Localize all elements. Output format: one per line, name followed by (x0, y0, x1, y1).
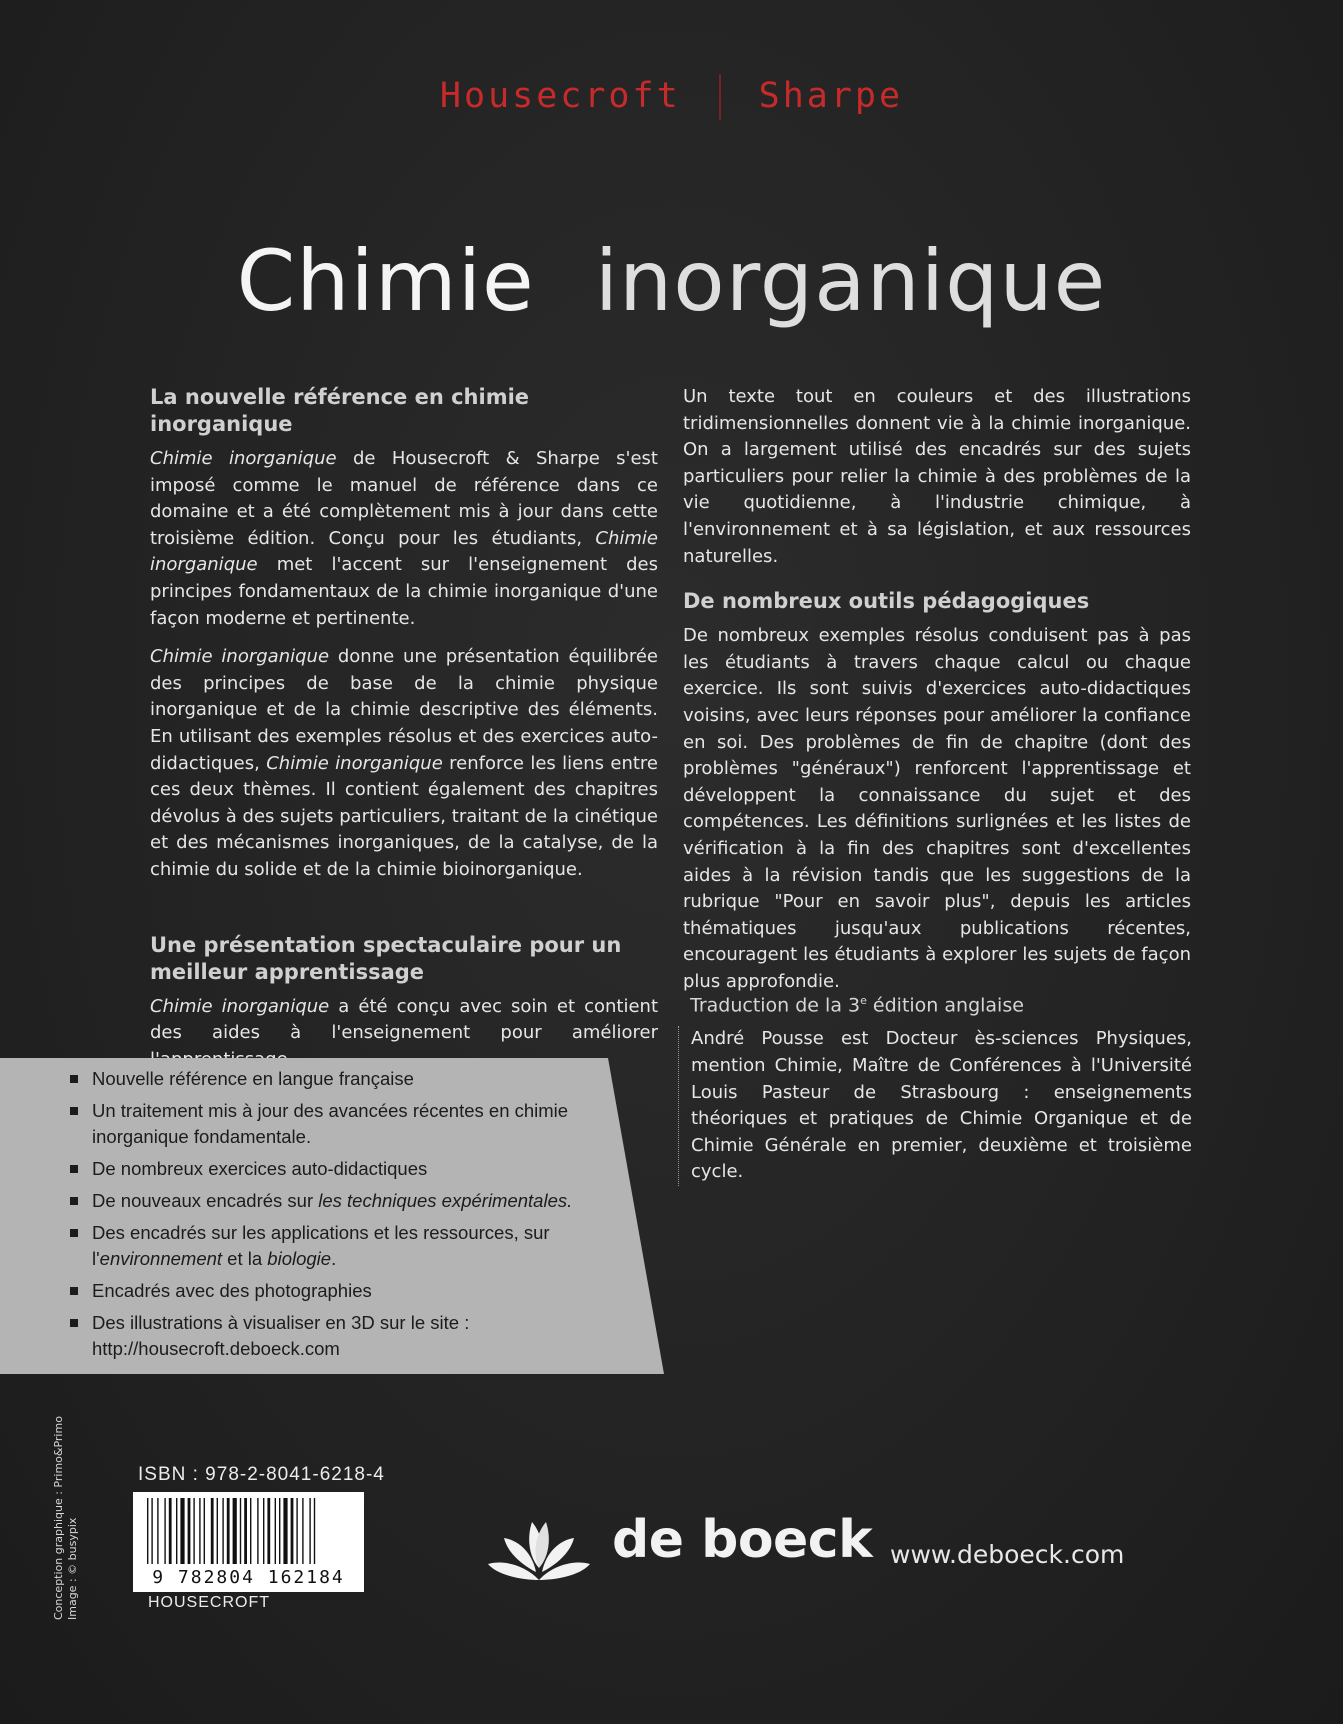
paragraph-text: renforce les liens entre ces deux thèmes. Il contient également des chapitres dévolus à des sujets particuliers, traitant de la cinétique et des mécanismes inorganiques, de la catalyse, de la chimie du solide et de la chimie bioinorganique. (150, 752, 658, 880)
title-word-chimie: Chimie (236, 232, 535, 330)
isbn-text: ISBN : 978-2-8041-6218-4 (138, 1464, 385, 1485)
barcode-bars (145, 1498, 352, 1564)
bullet-icon (70, 1229, 78, 1237)
translator-bio: André Pousse est Docteur ès-sciences Physiques, mention Chimie, Maître de Conférences à l'Université Louis Pasteur de Strasbourg : enseignements théoriques et pratiques de Chimie Organique et de Chimie Générale en premier, deuxième et troisième cycle. (678, 1026, 1192, 1186)
book-title-ref: Chimie inorganique (150, 995, 330, 1017)
paragraph-couleurs: Un texte tout en couleurs et des illustrations tridimensionnelles donnent vie à la chimie inorganique. On a largement utilisé des encadrés sur des sujets particuliers pour relier la chimie à des problèmes de la vie quotidienne, à l'industrie chimique, à l'environnement et à sa législation, et aux ressources naturelles. (683, 386, 1191, 567)
list-item-text: Des encadrés sur les applications et les ressources, sur l' (92, 1222, 550, 1269)
paragraph-text: de Housecroft & Sharpe s'est imposé comme le manuel de référence dans ce domaine et a été complètement mis à jour dans cette troisième édition. Conçu pour les étudiants, (150, 448, 658, 549)
heading-presentation-spectaculaire: Une présentation spectaculaire pour un meilleur apprentissage (150, 932, 622, 984)
list-item (70, 1188, 630, 1214)
translation-heading-sup: e (860, 994, 867, 1007)
list-item-text: et la (222, 1248, 268, 1269)
credit-design: Conception graphique : Primo&Primo (52, 1416, 65, 1620)
barcode-label: HOUSECROFT (148, 1594, 270, 1611)
title-word-inorganique: inorganique (594, 232, 1107, 330)
list-item-text: Nouvelle référence en langue française (92, 1068, 414, 1089)
bullet-icon (70, 1197, 78, 1205)
author-separator (719, 74, 721, 120)
translation-heading (690, 994, 1192, 1016)
book-title-ref: Chimie inorganique (150, 448, 337, 469)
list-item (70, 1310, 630, 1362)
bullet-icon (70, 1165, 78, 1173)
list-item-text: Encadrés avec des photographies (92, 1280, 372, 1301)
bullet-icon (70, 1319, 78, 1327)
translation-heading-text: édition anglaise (866, 994, 1024, 1017)
list-item-emphasis: les techniques expérimentales. (318, 1190, 573, 1211)
list-item (70, 1220, 630, 1272)
author-sharpe: Sharpe (758, 76, 904, 116)
list-item (70, 1066, 630, 1092)
list-item-text: De nouveaux encadrés sur (92, 1190, 319, 1211)
author-housecroft: Housecroft (439, 76, 681, 116)
design-credits (52, 1416, 80, 1620)
translation-block (678, 994, 1192, 1186)
heading-outils-pedagogiques: De nombreux outils pédagogiques (683, 589, 1090, 614)
book-title-ref: Chimie inorganique (150, 646, 330, 668)
list-item-emphasis: environnement (99, 1248, 223, 1269)
bullet-icon (70, 1287, 78, 1295)
book-leaves-icon (484, 1510, 594, 1588)
book-title-ref: Chimie inorganique (150, 527, 658, 576)
publisher-url: www.deboeck.com (890, 1540, 1125, 1569)
bullet-icon (70, 1107, 78, 1115)
right-column (683, 384, 1191, 1007)
paragraph-intro (150, 446, 658, 632)
authors-line (0, 74, 1343, 120)
list-item (70, 1098, 630, 1150)
paragraph-text: met l'accent sur l'enseignement des principes fondamentaux de la chimie inorganique d'une façon moderne et pertinente. (150, 554, 658, 629)
list-item-text: . (331, 1248, 337, 1269)
bullet-icon (70, 1075, 78, 1083)
barcode (133, 1492, 364, 1592)
book-title-ref: Chimie inorganique (266, 752, 443, 774)
list-item-text: Des illustrations à visualiser en 3D sur le site : http://housecroft.deboeck.com (92, 1312, 470, 1359)
spacer (150, 896, 658, 932)
barcode-number: 9 782804 162184 (133, 1567, 364, 1588)
features-list (70, 1066, 630, 1368)
heading-nouvelle-reference: La nouvelle référence en chimie inorganique (150, 385, 530, 436)
left-column (150, 384, 658, 1085)
list-item-emphasis: biologie (267, 1248, 332, 1269)
paragraph-text: donne une présentation équilibrée des principes de base de la chimie physique inorganique et de la chimie descriptive des éléments. En utilisant des exemples résolus et des exercices auto-didactiques, (150, 646, 659, 774)
paragraph-exemples: De nombreux exemples résolus conduisent pas à pas les étudiants à travers chaque calcul ou chaque exercice. Ils sont suivis d'exercices auto-didactiques voisins, avec leurs réponses pour améliorer la confiance en soi. Des problèmes de fin de chapitre (dont des problèmes "généraux") renforcent l'apprentissage et développent la connaissance du sujet et des compétences. Les définitions surlignées et les listes de vérification à la fin des chapitres sont d'excellentes aides à la révision tandis que les suggestions de la rubrique "Pour en savoir plus", depuis les articles thématiques jusqu'aux publications récentes, encouragent les étudiants à explorer les sujets de façon plus approfondie. (683, 625, 1191, 992)
list-item-text: Un traitement mis à jour des avancées récentes en chimie inorganique fondamentale. (92, 1100, 569, 1147)
list-item (70, 1278, 630, 1304)
credit-image: Image : © busypix (66, 1517, 79, 1620)
list-item-text: De nombreux exercices auto-didactiques (92, 1158, 428, 1179)
paragraph-text: a été conçu avec soin et contient des aides à l'enseignement pour améliorer (150, 995, 658, 1044)
book-title (0, 232, 1343, 330)
paragraph-presentation (150, 644, 658, 883)
translation-heading-text: Traduction de la 3 (690, 994, 861, 1017)
list-item (70, 1156, 630, 1182)
publisher-name: de boeck (612, 1510, 873, 1570)
